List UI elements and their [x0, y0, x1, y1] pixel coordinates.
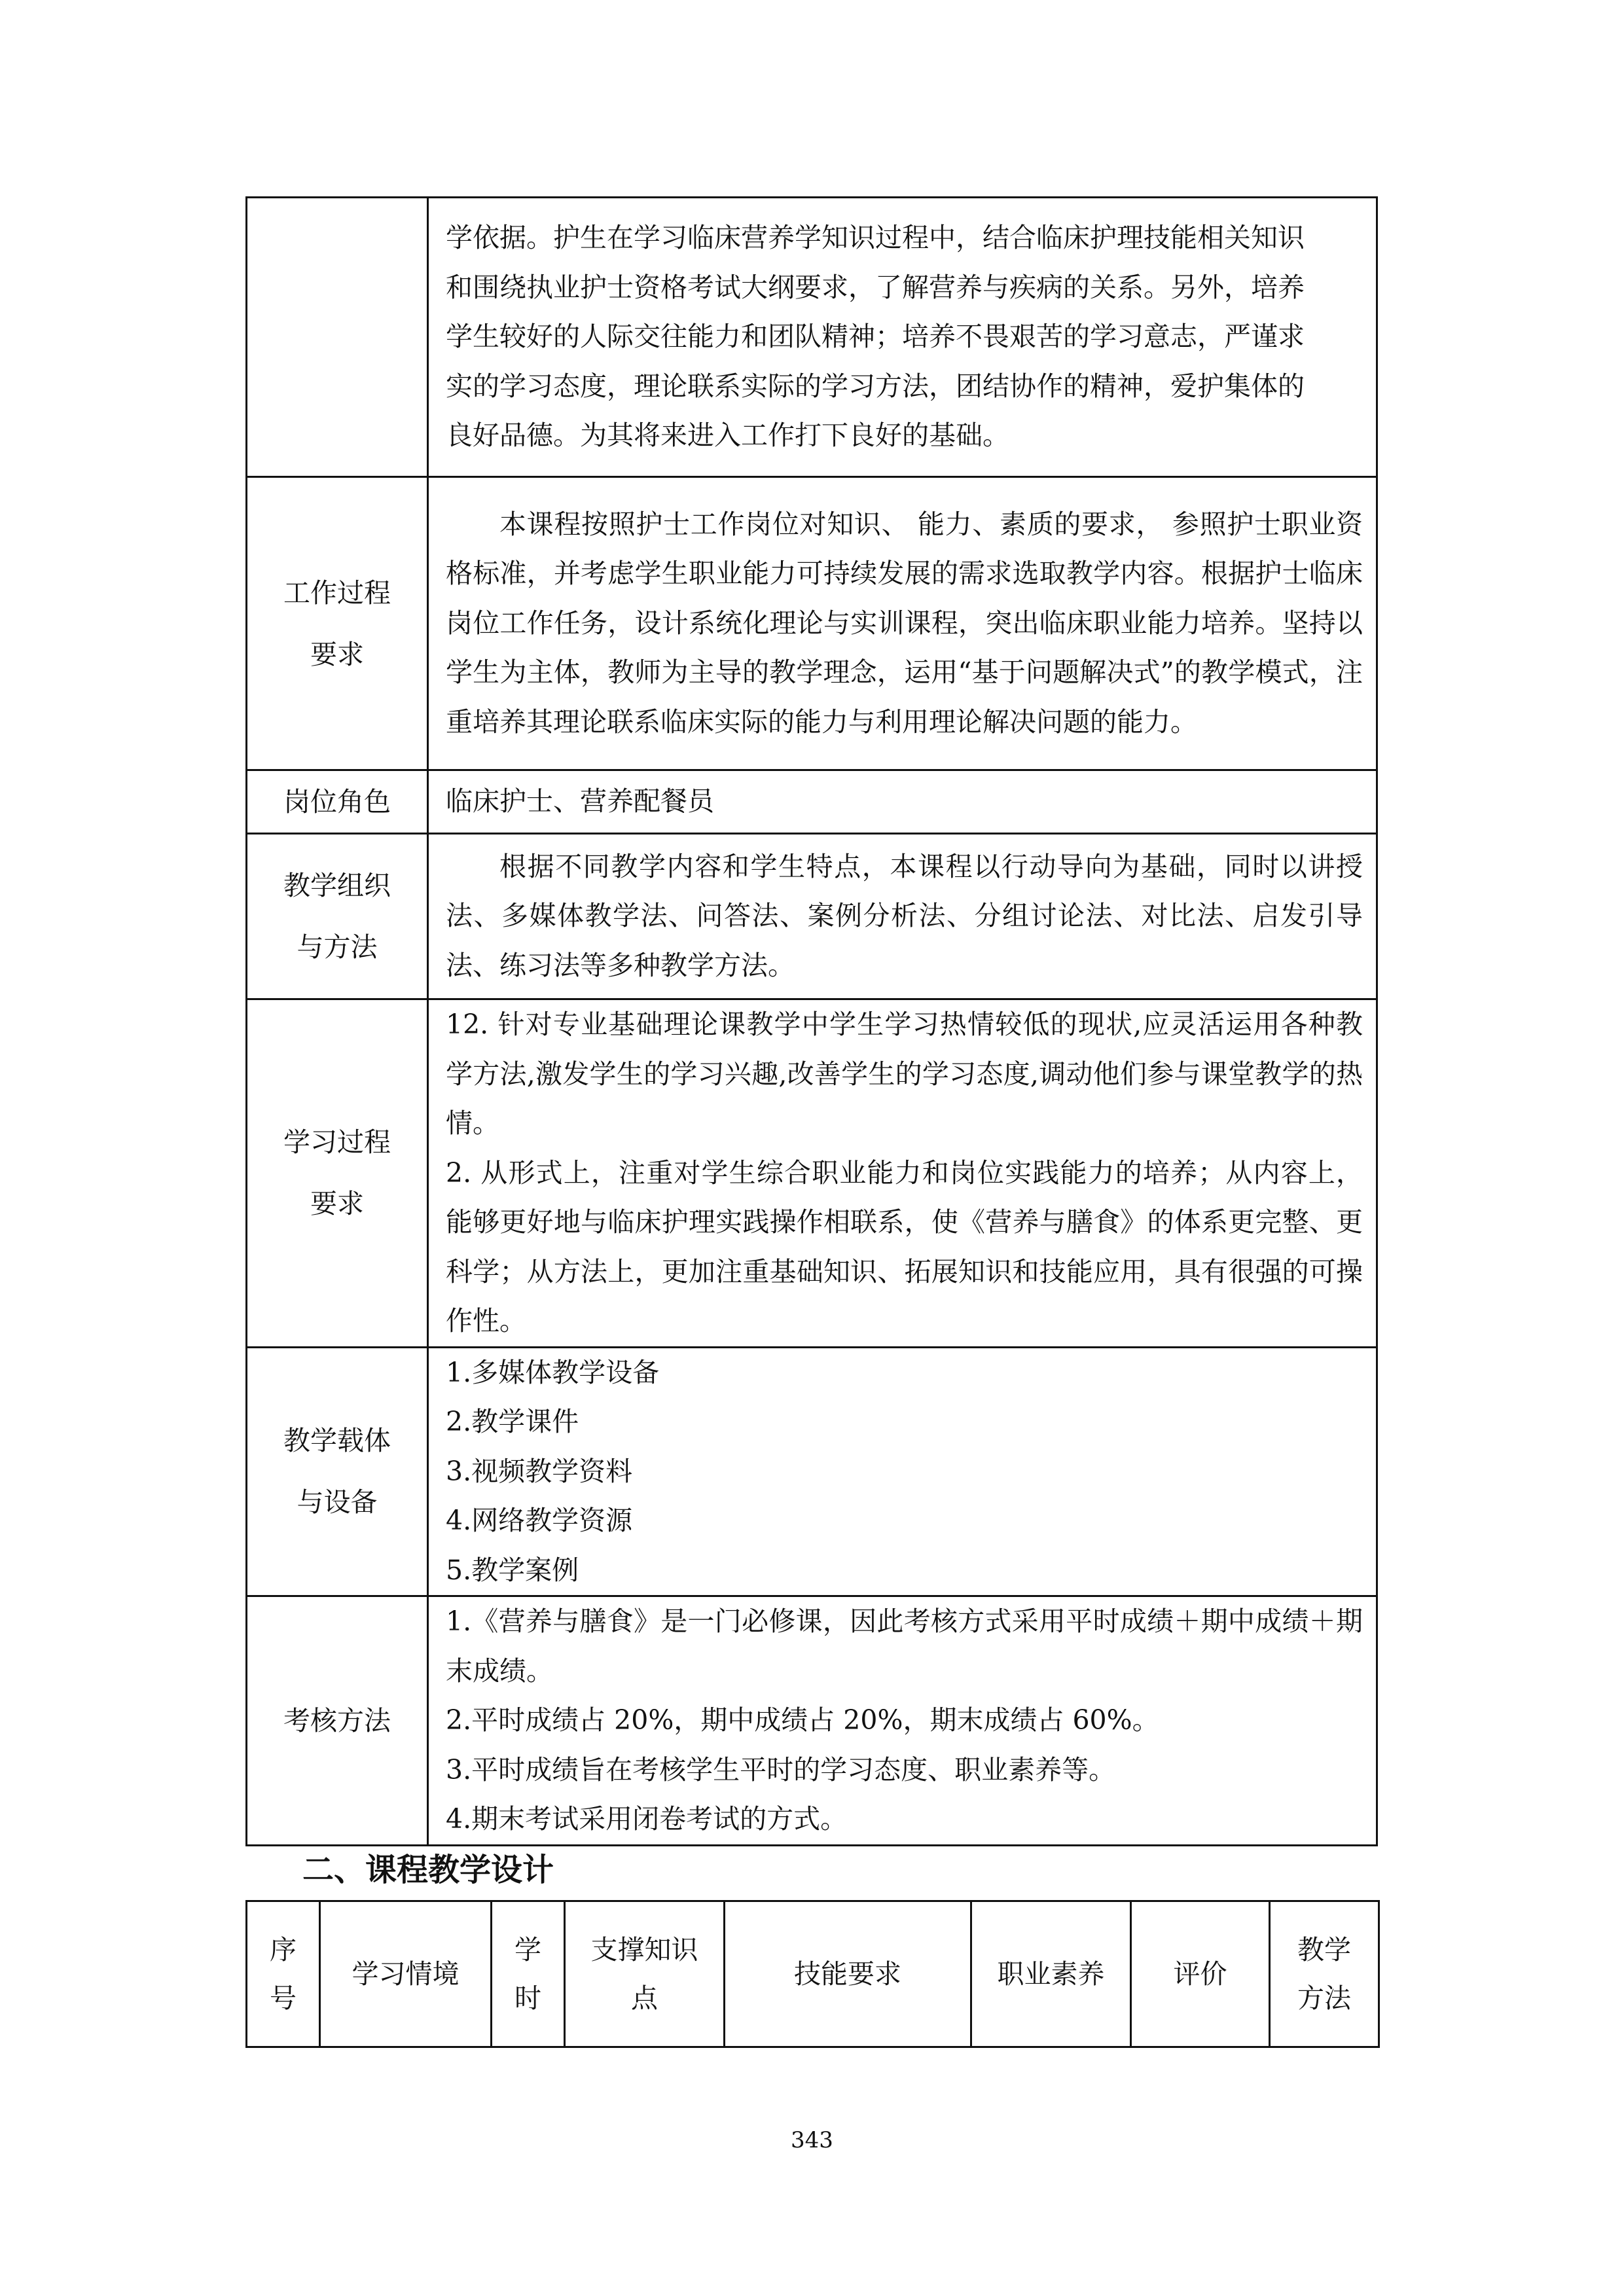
header-evaluation: 评价	[1131, 1901, 1270, 2047]
header-skill-requirements: 技能要求	[725, 1901, 971, 2047]
list-item: 1.《营养与膳食》是一门必修课，因此考核方式采用平时成绩＋期中成绩＋期末成绩。	[446, 1605, 1363, 1687]
text-line: 学生较好的人际交往能力和团队精神；培养不畏艰苦的学习意志，严谨求	[446, 321, 1305, 353]
teaching-org-label: 教学组织 与方法	[247, 834, 428, 999]
learning-process-label: 学习过程 要求	[247, 999, 428, 1348]
text-line: 学依据。护生在学习临床营养学知识过程中，结合临床护理技能相关知识	[446, 222, 1305, 254]
list-item: 2.平时成绩占 20%，期中成绩占 20%，期末成绩占 60%。	[446, 1704, 1159, 1736]
work-process-row	[247, 477, 1377, 770]
media-row	[247, 1347, 1377, 1596]
list-item: 3.平时成绩旨在考核学生平时的学习态度、职业素养等。	[446, 1753, 1116, 1785]
list-item: 1.多媒体教学设备	[446, 1356, 660, 1388]
list-item: 3.视频教学资料	[446, 1455, 633, 1487]
course-info-table	[245, 196, 1378, 1846]
course-design-table	[245, 1900, 1380, 2048]
work-process-text: 本课程按照护士工作岗位对知识、 能力、素质的要求， 参照护士职业资格标准，并考虑学生职业能力可持续发展的需求选取教学内容。根据护士临床岗位工作任务，设计系统化理论与实训课程，突出临床职业能力培养。坚持以学生为主体，教师为主导的教学理念，运用“基于问题解决式”的教学模式，注重培养其理论联系临床实际的能力与利用理论解决问题的能力。	[428, 477, 1377, 770]
job-role-text: 临床护士、营养配餐员	[428, 770, 1377, 834]
list-item: 12. 针对专业基础理论课教学中学生学习热情较低的现状,应灵活运用各种教学方法,激发学生的学习兴趣,改善学生的学习态度,调动他们参与课堂教学的热情。	[446, 1009, 1363, 1139]
table-header-row	[247, 1901, 1379, 2047]
job-role-row	[247, 770, 1377, 834]
list-item: 4.网络教学资源	[446, 1505, 633, 1536]
teaching-org-row	[247, 834, 1377, 999]
section-title: 二、课程教学设计	[302, 1852, 554, 1888]
media-list	[428, 1347, 1377, 1596]
text-line: 良好品德。为其将来进入工作打下良好的基础。	[446, 420, 1009, 452]
header-serial: 序 号	[247, 1901, 320, 2047]
header-knowledge-points: 支撑知识 点	[565, 1901, 725, 2047]
header-learning-situation: 学习情境	[320, 1901, 492, 2047]
list-item: 4.期末考试采用闭卷考试的方式。	[446, 1803, 848, 1835]
assessment-row	[247, 1596, 1377, 1846]
empty-label-cell	[247, 198, 428, 477]
media-label: 教学载体 与设备	[247, 1347, 428, 1596]
list-item: 2.教学课件	[446, 1406, 579, 1437]
page-number: 343	[791, 2127, 833, 2153]
learning-process-text	[428, 999, 1377, 1348]
assessment-label: 考核方法	[247, 1596, 428, 1846]
text-line: 和围绕执业护士资格考试大纲要求，了解营养与疾病的关系。另外，培养	[446, 271, 1305, 303]
text-line: 实的学习态度，理论联系实际的学习方法，团结协作的精神，爱护集体的	[446, 370, 1305, 402]
continuation-row	[247, 198, 1377, 477]
teaching-org-text: 根据不同教学内容和学生特点，本课程以行动导向为基础，同时以讲授法、多媒体教学法、问答法、案例分析法、分组讨论法、对比法、启发引导法、练习法等多种教学方法。	[428, 834, 1377, 999]
header-professional-quality: 职业素养	[971, 1901, 1131, 2047]
job-role-label: 岗位角色	[247, 770, 428, 834]
assessment-list	[428, 1596, 1377, 1846]
list-item: 5.教学案例	[446, 1554, 579, 1586]
continuation-text	[428, 198, 1377, 477]
work-process-label: 工作过程 要求	[247, 477, 428, 770]
learning-process-row	[247, 999, 1377, 1348]
header-teaching-method: 教学 方法	[1270, 1901, 1379, 2047]
list-item: 2. 从形式上，注重对学生综合职业能力和岗位实践能力的培养；从内容上，能够更好地与临床护理实践操作相联系，使《营养与膳食》的体系更完整、更科学；从方法上，更加注重基础知识、拓展知识和技能应用，具有很强的可操作性。	[446, 1157, 1363, 1336]
header-hours: 学 时	[492, 1901, 565, 2047]
